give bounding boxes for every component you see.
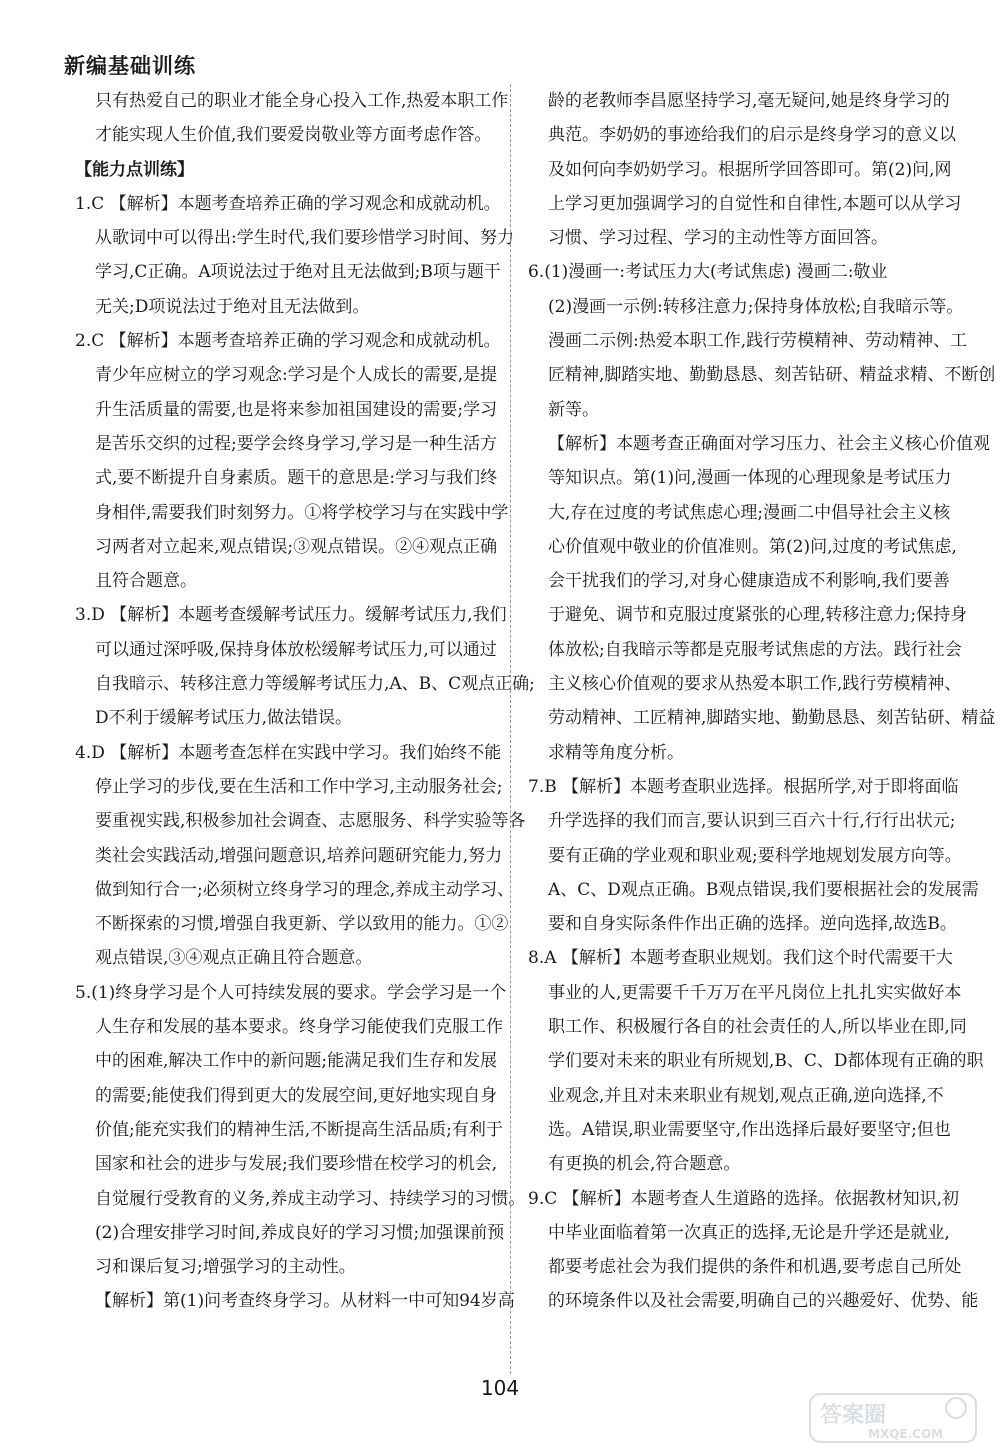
text-line: 停止学习的步伐,要在生活和工作中学习,主动服务社会; — [95, 776, 503, 797]
text-line: 学习,C正确。A项说法过于绝对且无法做到;B项与题干 — [95, 262, 501, 283]
text-line: 人生存和发展的基本要求。终身学习能使我们克服工作 — [95, 1017, 503, 1038]
text-line: 6.(1)漫画一:考试压力大(考试焦虑) 漫画二:敬业 — [528, 262, 888, 283]
text-line: 身相伴,需要我们时刻努力。①将学校学习与在实践中学 — [95, 502, 509, 523]
text-line: 国家和社会的进步与发展;我们要珍惜在校学习的机会, — [95, 1154, 498, 1175]
text-line: 【解析】本题考查正确面对学习压力、社会主义核心价值观 — [548, 433, 990, 454]
text-line: 的需要;能使我们得到更大的发展空间,更好地实现自身 — [95, 1085, 498, 1106]
text-line: 匠精神,脚踏实地、勤勤恳恳、刻苦钻研、精益求精、不断创 — [548, 365, 996, 386]
text-line: 只有热爱自己的职业才能全身心投入工作,热爱本职工作 — [95, 91, 509, 111]
text-line: 不断探索的习惯,增强自我更新、学以致用的能力。①② — [95, 914, 509, 935]
text-line: 类社会实践活动,增强问题意识,培养问题研究能力,努力 — [95, 845, 503, 866]
text-line: 从歌词中可以得出:学生时代,我们要珍惜学习时间、努力 — [95, 228, 515, 249]
text-line: 漫画二示例:热爱本职工作,践行劳模精神、劳动精神、工 — [548, 331, 968, 352]
text-line: 2.C 【解析】本题考查培养正确的学习观念和成就动机。 — [75, 331, 501, 352]
text-line: 职工作、积极履行各自的社会责任的人,所以毕业在即,同 — [548, 1017, 967, 1038]
right-column — [528, 84, 996, 1319]
text-line: 式,要不断提升自身素质。题干的意思是:学习与我们终 — [95, 468, 498, 489]
text-line: 升生活质量的需要,也是将来参加祖国建设的需要;学习 — [95, 399, 498, 420]
text-line: 会干扰我们的学习,对身心健康造成不利影响,我们要善 — [548, 571, 950, 592]
text-line: 4.D 【解析】本题考查怎样在实践中学习。我们始终不能 — [75, 742, 502, 763]
text-line: 3.D 【解析】本题考查缓解考试压力。缓解考试压力,我们 — [75, 605, 507, 626]
text-line: 典范。李奶奶的事迹给我们的启示是终身学习的意义以 — [548, 125, 956, 146]
text-line: 要和自身实际条件作出正确的选择。逆向选择,故选B。 — [548, 914, 957, 935]
text-line: 都要考虑社会为我们提供的条件和机遇,要考虑自己所处 — [548, 1257, 962, 1278]
text-line: 可以通过深呼吸,保持身体放松缓解考试压力,可以通过 — [95, 639, 497, 660]
text-line: 做到知行合一;必须树立终身学习的理念,养成主动学习、 — [95, 879, 515, 900]
text-line: 中的困难,解决工作中的新问题;能满足我们生存和发展 — [95, 1051, 498, 1072]
page-number: 104 — [480, 1376, 520, 1400]
left-column — [75, 84, 535, 1319]
watermark-logo-text: 答案圈 — [820, 1403, 887, 1428]
text-line: 且符合题意。 — [95, 571, 197, 592]
watermark-url: MXQE.COM — [868, 1427, 944, 1441]
text-line: 要重视实践,积极参加社会调查、志愿服务、科学实验等各 — [95, 811, 526, 832]
text-line: 上学习更加强调学习的自觉性和自律性,本题可以从学习 — [548, 193, 962, 214]
text-line: 价值;能充实我们的精神生活,不断提高生活品质;有利于 — [95, 1119, 503, 1140]
text-line: 要有正确的学业观和职业观;要科学地规划发展方向等。 — [548, 845, 962, 866]
text-line: (2)漫画一示例:转移注意力;保持身体放松;自我暗示等。 — [548, 296, 964, 317]
watermark-logo-icon — [808, 1392, 978, 1444]
text-line: 有更换的机会,符合题意。 — [548, 1154, 741, 1175]
text-line: 自觉履行受教育的义务,养成主动学习、持续学习的习惯。 — [95, 1188, 526, 1209]
text-line: 学们要对未来的职业有所规划,B、C、D都体现有正确的职 — [548, 1051, 984, 1072]
text-line: 习两者对立起来,观点错误;③观点错误。②④观点正确 — [95, 536, 498, 557]
text-line: 习惯、学习过程、学习的主动性等方面回答。 — [548, 228, 888, 249]
text-line: 自我暗示、转移注意力等缓解考试压力,A、B、C观点正确; — [95, 674, 535, 695]
text-line: 体放松;自我暗示等都是克服考试焦虑的方法。践行社会 — [548, 639, 962, 660]
text-line: 龄的老教师李昌愿坚持学习,毫无疑问,她是终身学习的 — [548, 91, 950, 111]
text-line: 习和课后复习;增强学习的主动性。 — [95, 1257, 356, 1278]
text-line: 新等。 — [548, 399, 599, 420]
text-line: 求精等角度分析。 — [548, 742, 684, 763]
text-line: 升学选择的我们而言,要认识到三百六十行,行行出状元; — [548, 811, 956, 832]
text-line: 大,存在过度的考试焦虑心理;漫画二中倡导社会主义核 — [548, 502, 951, 523]
text-line: 等知识点。第(1)问,漫画一体现的心理现象是考试压力 — [548, 468, 952, 489]
text-line: 5.(1)终身学习是个人可持续发展的要求。学会学习是一个 — [75, 982, 507, 1003]
text-line: 才能实现人生价值,我们要爱岗敬业等方面考虑作答。 — [95, 125, 492, 146]
text-line: D不利于缓解考试压力,做法错误。 — [95, 708, 353, 729]
text-line: 7.B 【解析】本题考查职业选择。根据所学,对于即将面临 — [528, 776, 959, 797]
text-line: 心价值观中敬业的价值准则。第(2)问,过度的考试焦虑, — [548, 536, 957, 557]
text-line: 青少年应树立的学习观念:学习是个人成长的需要,是提 — [95, 365, 498, 386]
text-line: 事业的人,更需要千千万万在平凡岗位上扎扎实实做好本 — [548, 982, 962, 1003]
text-line: 劳动精神、工匠精神,脚踏实地、勤勤恳恳、刻苦钻研、精益 — [548, 708, 996, 729]
text-line: A、C、D观点正确。B观点错误,我们要根据社会的发展需 — [548, 879, 979, 900]
text-line: 1.C 【解析】本题考查培养正确的学习观念和成就动机。 — [75, 193, 501, 214]
text-line: 观点错误,③④观点正确且符合题意。 — [95, 948, 373, 969]
text-line: 【能力点训练】 — [75, 159, 194, 180]
text-line: 选。A错误,职业需要坚守,作出选择后最好要坚守;但也 — [548, 1119, 951, 1140]
text-line: 无关;D项说法过于绝对且无法做到。 — [95, 296, 370, 317]
text-line: 8.A 【解析】本题考查职业规划。我们这个时代需要干大 — [528, 948, 953, 969]
text-line: (2)合理安排学习时间,养成良好的学习习惯;加强课前预 — [95, 1222, 505, 1243]
section-title: 新编基础训练 — [64, 54, 196, 78]
text-line: 的环境条件以及社会需要,明确自己的兴趣爱好、优势、能 — [548, 1291, 979, 1312]
text-line: 9.C 【解析】本题考查人生道路的选择。依据教材知识,初 — [528, 1188, 960, 1209]
text-line: 及如何向李奶奶学习。根据所学回答即可。第(2)问,网 — [548, 159, 952, 180]
text-line: 主义核心价值观的要求从热爱本职工作,践行劳模精神、 — [548, 674, 962, 695]
column-divider — [510, 84, 511, 1374]
text-line: 中毕业面临着第一次真正的选择,无论是升学还是就业, — [548, 1222, 950, 1243]
text-line: 业观念,并且对未来职业有规划,观点正确,逆向选择,不 — [548, 1085, 944, 1106]
text-line: 【解析】第(1)问考查终身学习。从材料一中可知94岁高 — [95, 1291, 515, 1312]
text-line: 是苦乐交织的过程;要学会终身学习,学习是一种生活方 — [95, 433, 498, 454]
text-line: 于避免、调节和克服过度紧张的心理,转移注意力;保持身 — [548, 605, 968, 626]
